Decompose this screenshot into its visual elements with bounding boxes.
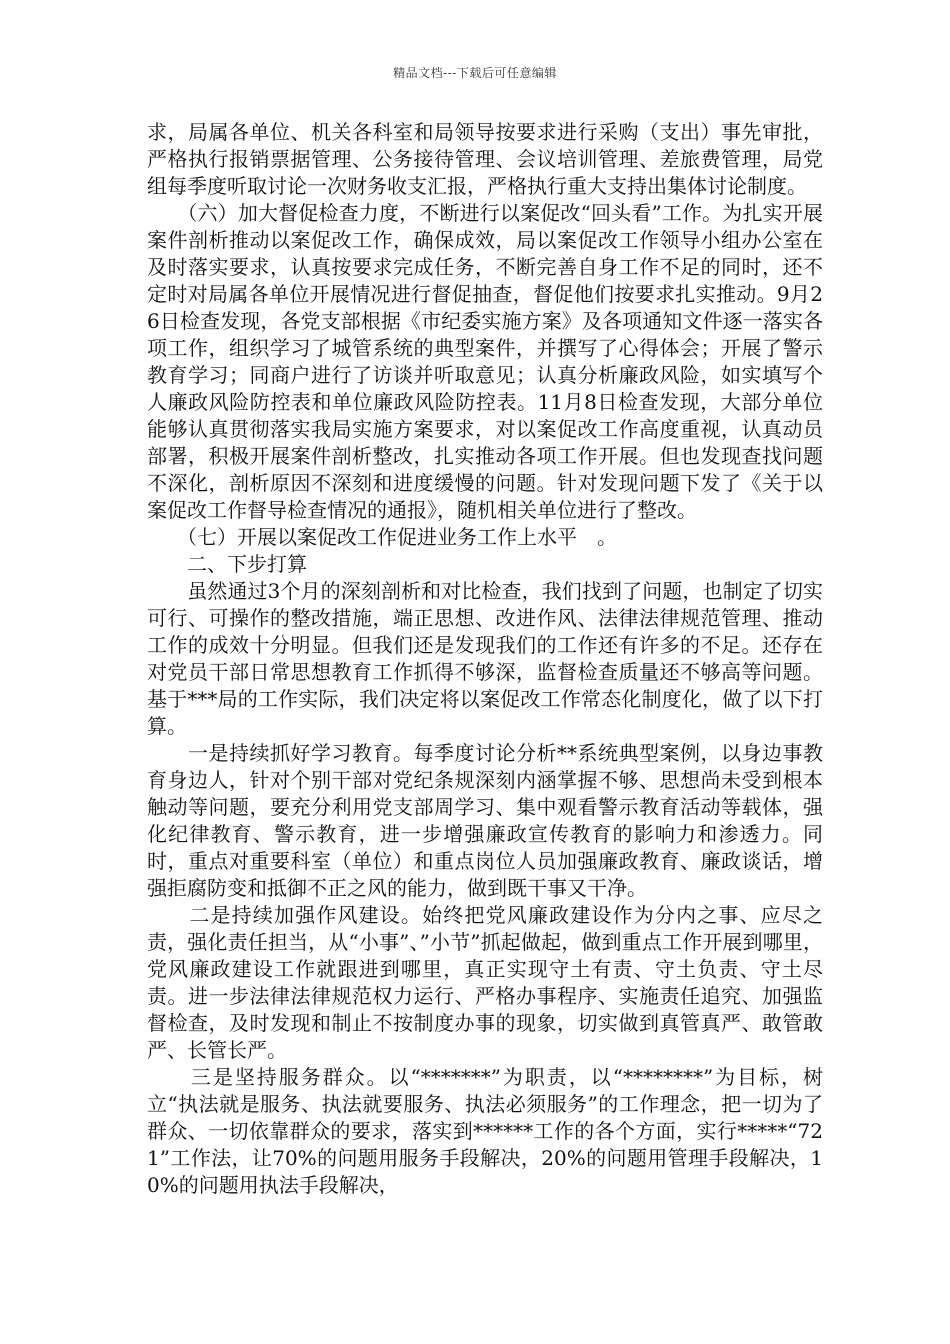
paragraph-procurement: 求，局属各单位、机关各科室和局领导按要求进行采购（支出）事先审批，严格执行报销票据管理、公务接待管理、会议培训管理、差旅费管理，局党组每季度听取讨论一次财务收支汇报，严格执行重大支持出集体讨论制度。 [147,120,823,198]
paragraph-summary: 虽然通过3个月的深刻剖析和对比检查，我们找到了问题，也制定了切实可行、可操作的整改措施，端正思想、改进作风、法律法律规范管理、推动工作的成效十分明显。但我们还是发现我们的工作还有许多的不足。还存在对党员干部日常思想教育工作抓得不够深，监督检查质量还不够高等问题。基于***局的工作实际，我们决定将以案促改工作常态化制度化，做了以下打算。 [147,579,823,738]
document-body [147,119,823,1199]
section-heading-next-steps: 二、下步打算 [147,552,307,576]
paragraph-work-style: 二是持续加强作风建设。始终把党风廉政建设作为分内之事、应尽之责，强化责任担当，从“小事”、”小节”抓起做起，做到重点工作开展到哪里，党风廉政建设工作就跟进到哪里，真正实现守土有责、守土负责、守土尽责。进一步法律法律规范权力运行、严格办事程序、实施责任追究、加强监督检查，及时发现和制止不按制度办事的现象，切实做到真管真严、敢管敢严、长管长严。 [147,903,823,1062]
paragraph-supervision: （六）加大督促检查力度，不断进行以案促改“回头看”工作。为扎实开展案件剖析推动以案促改工作，确保成效，局以案促改工作领导小组办公室在及时落实要求，认真按要求完成任务，不断完善自身工作不足的同时，还不定时对局属各单位开展情况进行督促抽查，督促他们按要求扎实推动。9月26日检查发现，各党支部根据《市纪委实施方案》及各项通知文件逐一落实各项工作，组织学习了城管系统的典型案件，并撰写了心得体会；开展了警示教育学习；同商户进行了访谈并听取意见；认真分析廉政风险，如实填写个人廉政风险防控表和单位廉政风险防控表。11月8日检查发现，大部分单位能够认真贯彻落实我局实施方案要求，对以案促改工作高度重视，认真动员部署，积极开展案件剖析整改，扎实推动各项工作开展。但也发现查找问题不深化，剖析原因不深刻和进度缓慢的问题。针对发现问题下发了《关于以案促改工作督导检查情况的通报》，随机相关单位进行了整改。 [147,201,823,522]
paragraph-serve-masses: 三是坚持服务群众。以“*******”为职责，以“********”为目标，树立“执法就是服务、执法就要服务、执法必须服务”的工作理念，把一切为了群众、一切依靠群众的要求，落实到******工作的各个方面，实行*****“721”工作法，让70%的问题用服务手段解决，20%的问题用管理手段解决，10%的问题用执法手段解决， [147,1065,823,1197]
paragraph-study-education: 一是持续抓好学习教育。每季度讨论分析**系统典型案例，以身边事教育身边人，针对个别干部对党纪条规深刻内涵掌握不够、思想尚未受到根本触动等问题，要充分利用党支部周学习、集中观看警示教育活动等载体，强化纪律教育、警示教育，进一步增强廉政宣传教育的影响力和渗透力。同时，重点对重要科室（单位）和重点岗位人员加强廉政教育、廉政谈话，增强拒腐防变和抵御不正之风的能力，做到既干事又干净。 [147,741,823,900]
page-header: 精品文档---下载后可任意编辑 [393,66,557,80]
paragraph-section-seven: （七）开展以案促改工作促进业务工作上水平 。 [147,525,617,549]
